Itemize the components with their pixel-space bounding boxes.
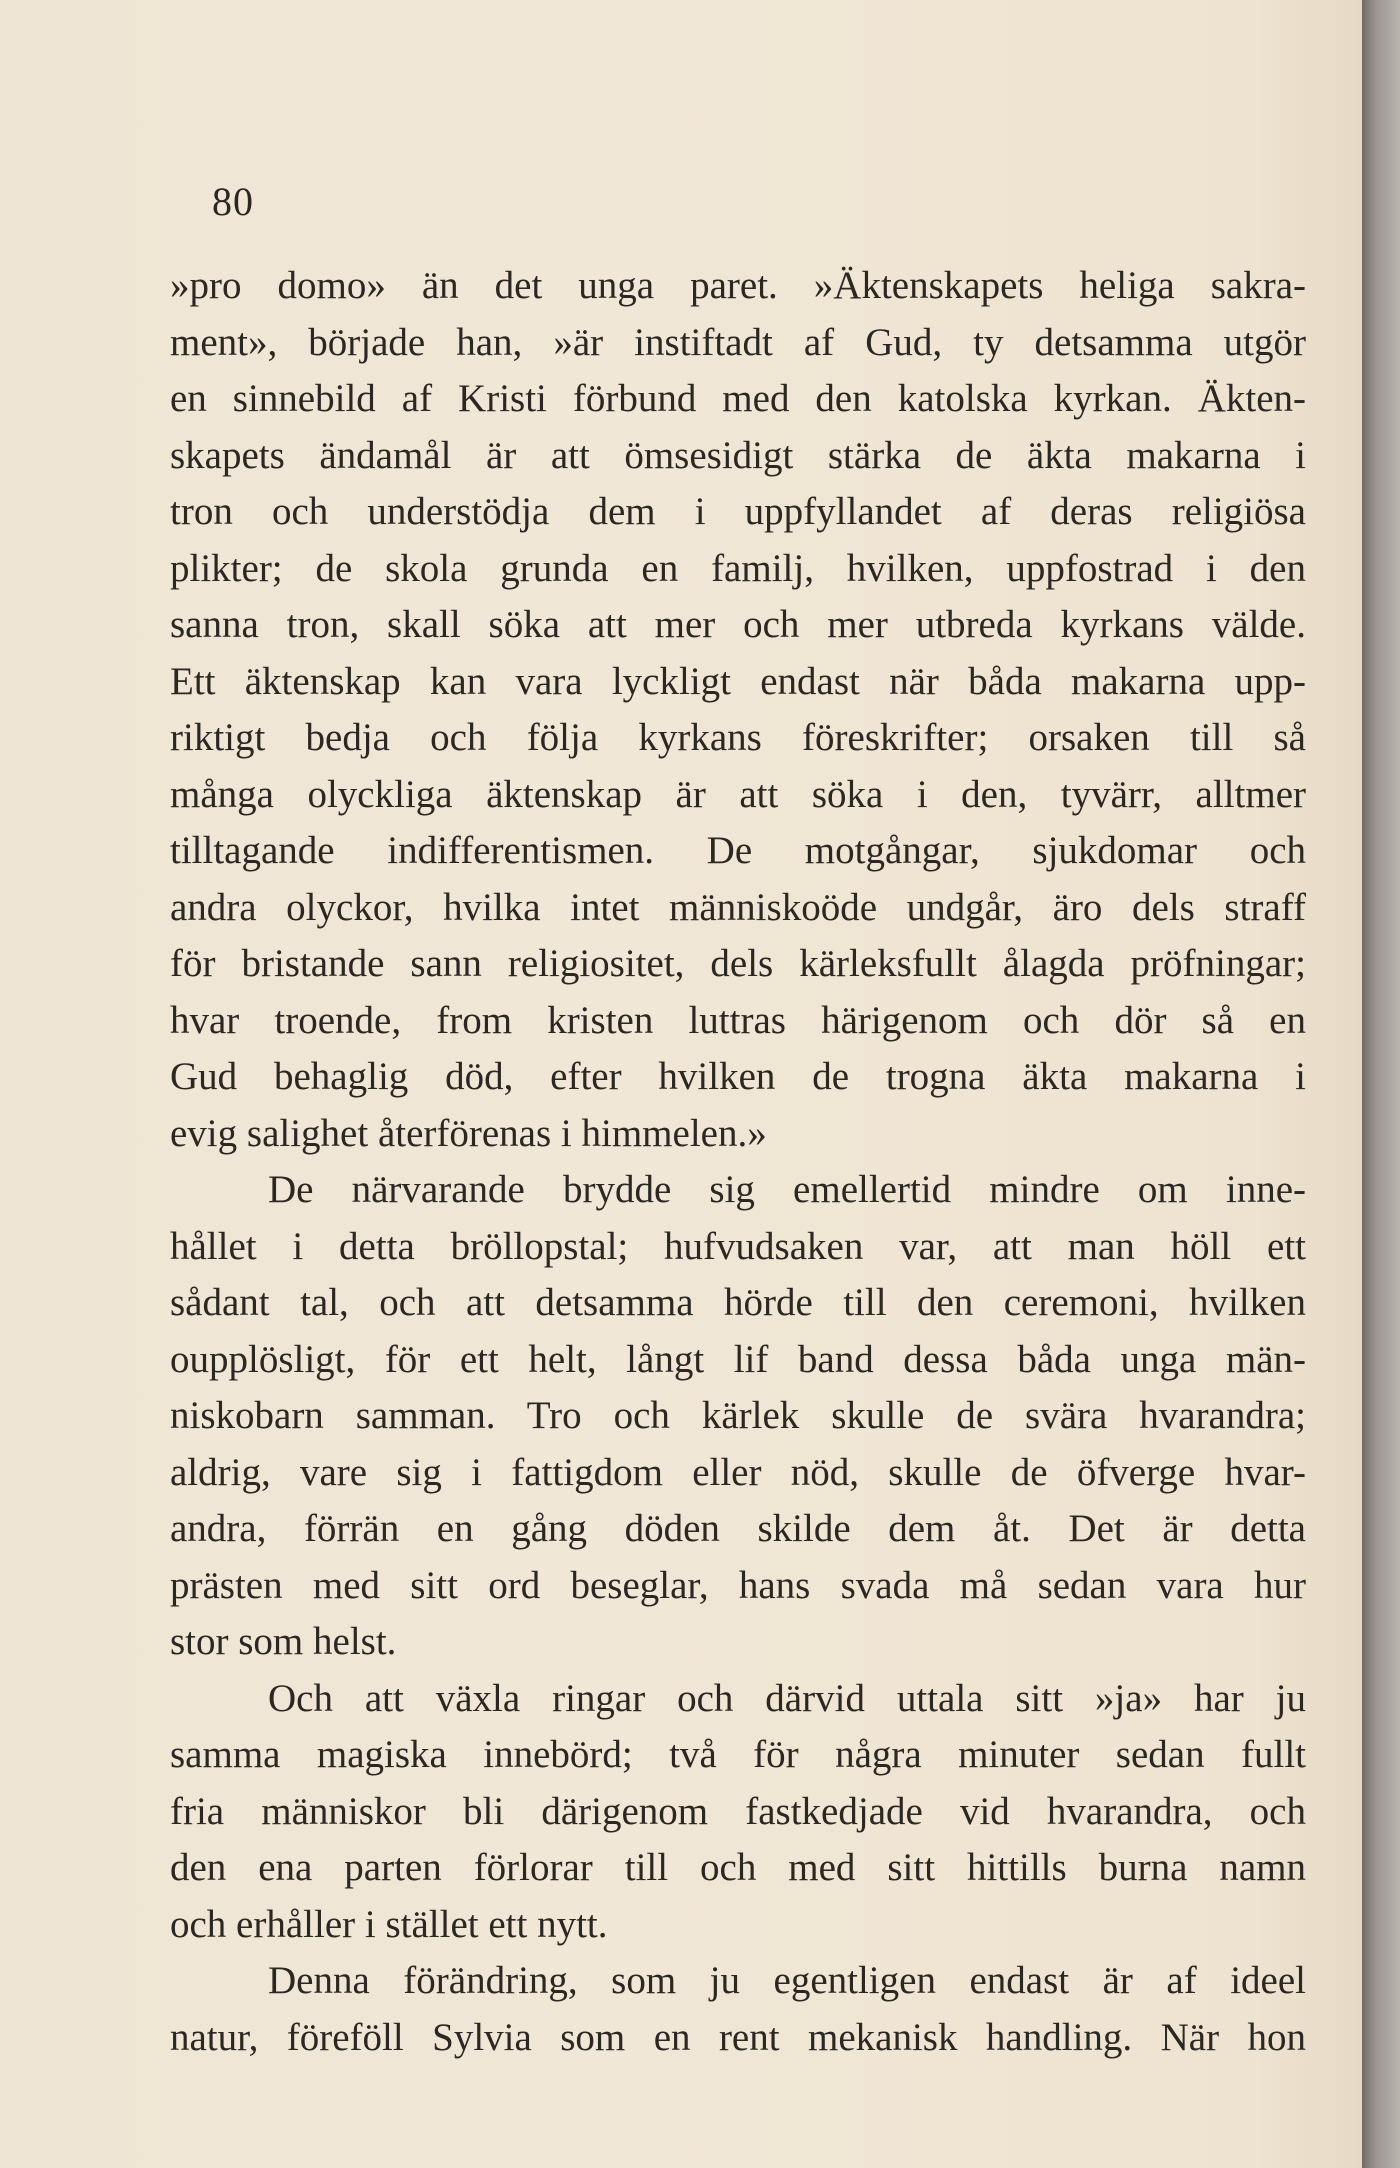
text-line: Och att växla ringar och därvid uttala sitt »ja» har ju <box>268 1676 1306 1720</box>
page-edge-shadow <box>1362 0 1400 2168</box>
text-line: samma magiska innebörd; två för några minuter sedan fullt <box>170 1733 1306 1776</box>
text-line: hållet i detta bröllopstal; hufvudsaken var, att man höll ett <box>170 1224 1306 1268</box>
text-line: niskobarn samman. Tro och kärlek skulle de svära hvarandra; <box>170 1394 1306 1437</box>
text-line: Ett äktenskap kan vara lyckligt endast när båda makarna upp- <box>170 659 1306 703</box>
text-line: den ena parten förlorar till och med sitt hittills burna namn <box>170 1846 1306 1889</box>
text-line: skapets ändamål är att ömsesidigt stärka de äkta makarna i <box>170 433 1306 477</box>
text-line: andra, förrän en gång döden skilde dem åt. Det är detta <box>170 1507 1306 1550</box>
page-number: 80 <box>212 179 254 224</box>
text-line: andra olyckor, hvilka intet människoöde undgår, äro dels straff <box>170 885 1306 929</box>
text-line: Denna förändring, som ju egentligen endast är af ideel <box>268 1959 1306 2002</box>
text-line: tilltagande indifferentismen. De motgångar, sjukdomar och <box>170 829 1306 872</box>
text-line: Gud behaglig död, efter hvilken de trogna äkta makarna i <box>170 1055 1306 1098</box>
text-line: en sinnebild af Kristi förbund med den katolska kyrkan. Äkten- <box>170 377 1306 420</box>
body-text <box>170 258 1306 2066</box>
text-line: hvar troende, from kristen luttras härigenom och dör så en <box>170 998 1306 1042</box>
text-line: oupplösligt, för ett helt, långt lif band dessa båda unga män- <box>170 1337 1306 1381</box>
text-line: »pro domo» än det unga paret. »Äktenskapets heliga sakra- <box>170 264 1306 307</box>
text-line: tron och understödja dem i uppfyllandet af deras religiösa <box>170 490 1306 533</box>
text-line: och erhåller i stället ett nytt. <box>170 1902 608 1946</box>
text-line: plikter; de skola grunda en familj, hvilken, uppfostrad i den <box>170 546 1306 590</box>
text-line: stor som helst. <box>170 1620 397 1663</box>
text-line: sanna tron, skall söka att mer och mer utbreda kyrkans välde. <box>170 603 1306 646</box>
text-line: De närvarande brydde sig emellertid mindre om inne- <box>268 1168 1306 1211</box>
text-line: sådant tal, och att detsamma hörde till den ceremoni, hvilken <box>170 1281 1306 1324</box>
text-line: för bristande sann religiositet, dels kärleksfullt ålagda pröfningar; <box>170 942 1306 985</box>
text-line: ment», började han, »är instiftadt af Gud, ty detsamma utgör <box>170 320 1306 364</box>
text-line: evig salighet återförenas i himmelen.» <box>170 1111 767 1155</box>
text-line: aldrig, vare sig i fattigdom eller nöd, skulle de öfverge hvar- <box>170 1450 1306 1494</box>
text-line: prästen med sitt ord beseglar, hans svada må sedan vara hur <box>170 1563 1306 1607</box>
text-line: fria människor bli därigenom fastkedjade vid hvarandra, och <box>170 1789 1306 1833</box>
text-line: natur, föreföll Sylvia som en rent mekanisk handling. När hon <box>170 2015 1306 2059</box>
text-line: många olyckliga äktenskap är att söka i den, tyvärr, alltmer <box>170 772 1306 816</box>
text-line: riktigt bedja och följa kyrkans föreskrifter; orsaken till så <box>170 716 1306 759</box>
